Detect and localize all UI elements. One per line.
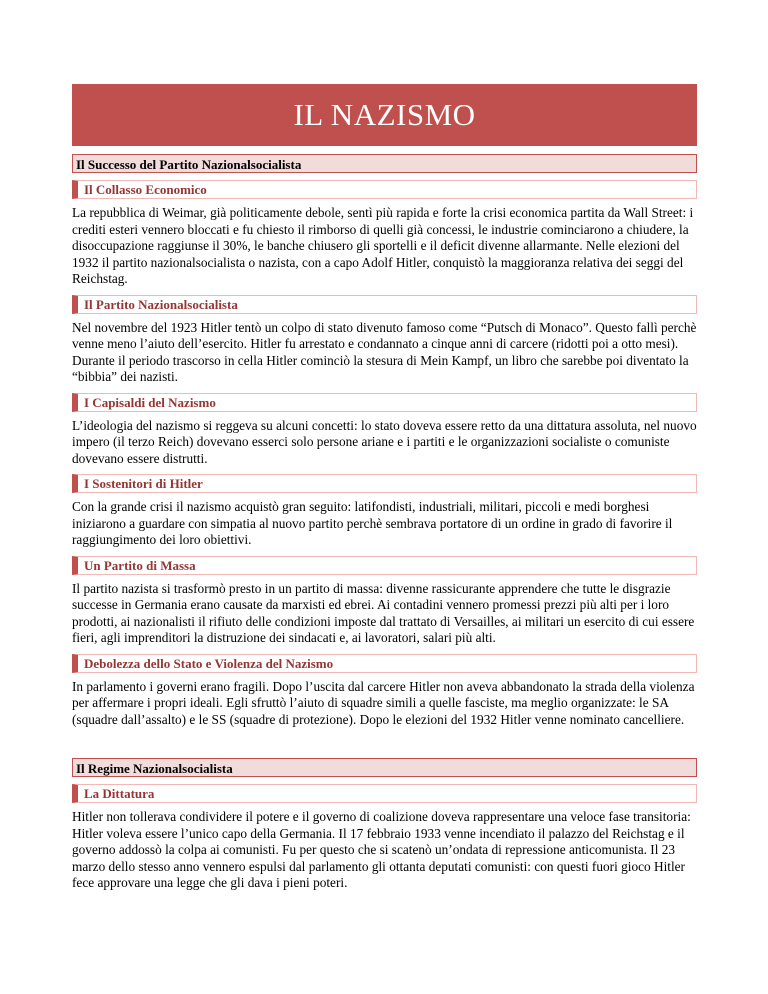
section-heading-debolezza: Debolezza dello Stato e Violenza del Nazismo — [72, 654, 697, 673]
section-heading-dittatura: La Dittatura — [72, 784, 697, 803]
section-heading-sostenitori: I Sostenitori di Hitler — [72, 474, 697, 493]
section-heading-partito: Il Partito Nazionalsocialista — [72, 295, 697, 314]
document-page — [72, 84, 697, 899]
part-heading-regime: Il Regime Nazionalsocialista — [72, 758, 697, 777]
section-text-dittatura: Hitler non tollerava condividere il potere e il governo di coalizione doveva rappresentare una veloce fase transitoria: Hitler voleva essere l’unico capo della Germania. Il 17 febbraio 1933 venne incendiato il palazzo del Reichstag e il governo addossò la colpa ai comunisti. Fu per questo che si scatenò un’ondata di repressione anticomunista. Il 23 marzo dello stesso anno vennero espulsi dal parlamento gli ottanta deputati comunisti: con questi fuori gioco Hitler fece approvare una legge che gli dava i pieni poteri. — [72, 809, 691, 890]
section-text-collasso: La repubblica di Weimar, già politicamente debole, sentì più rapida e forte la crisi economica partita da Wall Street: i crediti esteri vennero bloccati e fu chiesto il rimborso di quelli già concessi, le industrie cominciarono a chiudere, la disoccupazione raggiunse il 30%, le banche chiusero gli sportelli e il deficit divenne allarmante. Nelle elezioni del 1932 il partito nazionalsocialista o nazista, con a capo Adolf Hitler, conquistò la maggioranza relativa dei seggi del Reichstag. — [72, 205, 694, 286]
section-text-debolezza: In parlamento i governi erano fragili. Dopo l’uscita dal carcere Hitler non aveva abbandonato la strada della violenza per affermare i propri ideali. Egli sfruttò l’aiuto di squadre simili a quelle fasciste, ma meglio organizzate: le SA (squadre dall’assalto) e le SS (squadre di protezione). Dopo le elezioni del 1932 Hitler venne nominato cancelliere. — [72, 678, 695, 727]
part-heading-successo: Il Successo del Partito Nazionalsocialista — [72, 154, 697, 173]
section-heading-capisaldi: I Capisaldi del Nazismo — [72, 393, 697, 412]
section-text-massa: Il partito nazista si trasformò presto in un partito di massa: divenne rassicurante apprendere che tutte le disgrazie successe in Germania erano causate da marxisti ed ebrei. Ai contadini vennero promessi prezzi più alti per i loro prodotti, ai nazionalisti il rifiuto delle condizioni imposte dal trattato di Versailles, ai militari un esercito di cui essere fieri, agli imprenditori la distruzione dei sindacati e, ai lavoratori, salari più alti. — [72, 580, 695, 645]
section-heading-collasso: Il Collasso Economico — [72, 180, 697, 199]
section-heading-massa: Un Partito di Massa — [72, 556, 697, 575]
document-title: IL NAZISMO — [72, 84, 697, 146]
section-text-partito: Nel novembre del 1923 Hitler tentò un colpo di stato divenuto famoso come “Putsch di Monaco”. Questo fallì perchè venne meno l’aiuto dell’esercito. Hitler fu arrestato e condannato a cinque anni di carcere (ridotti poi a otto mesi). Durante il periodo trascorso in cella Hitler cominciò la stesura di Mein Kampf, un libro che sarebbe poi diventato la “bibbia” dei nazisti. — [72, 319, 697, 384]
section-text-capisaldi: L’ideologia del nazismo si reggeva su alcuni concetti: lo stato doveva essere retto da una dittatura assoluta, nel nuovo impero (il terzo Reich) dovevano esserci solo persone ariane e i partiti e le organizzazioni socialiste o comuniste dovevano essere distrutti. — [72, 417, 697, 466]
section-text-sostenitori: Con la grande crisi il nazismo acquistò gran seguito: latifondisti, industriali, militari, piccoli e medi borghesi iniziarono a guardare con simpatia al nuovo partito perchè sembrava portatore di un ordine in grado di favorire il raggiungimento dei loro obiettivi. — [72, 499, 673, 547]
